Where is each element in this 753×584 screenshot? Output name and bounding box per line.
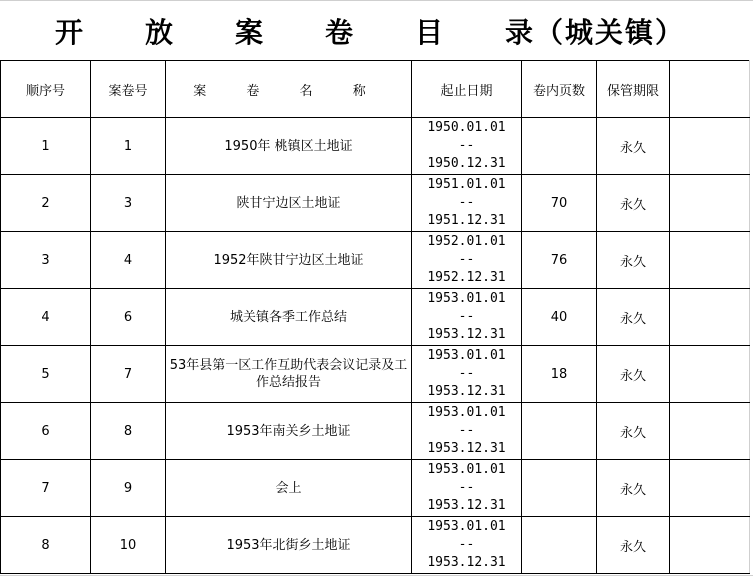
header-dates: 起止日期 (412, 61, 522, 118)
table-header-row (1, 61, 750, 118)
table-row (1, 403, 750, 460)
date-end: 1950.12.31 (427, 156, 506, 171)
empty-cell (670, 517, 750, 574)
empty-cell (670, 61, 750, 118)
cell-file-no: 6 (91, 289, 166, 346)
date-start: 1952.01.01 (427, 234, 506, 249)
date-end: 1951.12.31 (427, 213, 506, 228)
date-sep: -- (458, 138, 475, 153)
cell-seq: 2 (1, 175, 91, 232)
empty-cell (670, 118, 750, 175)
cell-file-no: 1 (91, 118, 166, 175)
cell-dates (412, 232, 522, 289)
cell-retention: 永久 (597, 517, 670, 574)
cell-seq: 5 (1, 346, 91, 403)
cell-seq: 1 (1, 118, 91, 175)
date-sep: -- (458, 480, 475, 495)
date-start: 1951.01.01 (427, 177, 506, 192)
header-name: 案 卷 名 称 (166, 61, 412, 118)
header-pages: 卷内页数 (522, 61, 597, 118)
table-row (1, 232, 750, 289)
date-sep: -- (458, 366, 475, 381)
cell-dates (412, 460, 522, 517)
empty-cell (670, 346, 750, 403)
date-end: 1953.12.31 (427, 441, 506, 456)
cell-name: 1950年 桃镇区土地证 (166, 118, 412, 175)
cell-name: 城关镇各季工作总结 (166, 289, 412, 346)
cell-dates (412, 403, 522, 460)
cell-name: 1952年陕甘宁边区土地证 (166, 232, 412, 289)
date-start: 1953.01.01 (427, 462, 506, 477)
header-file-no: 案卷号 (91, 61, 166, 118)
date-end: 1952.12.31 (427, 270, 506, 285)
date-sep: -- (458, 309, 475, 324)
table-row (1, 289, 750, 346)
header-seq: 顺序号 (1, 61, 91, 118)
cell-name: 1953年南关乡土地证 (166, 403, 412, 460)
cell-retention: 永久 (597, 175, 670, 232)
cell-seq: 6 (1, 403, 91, 460)
cell-retention: 永久 (597, 118, 670, 175)
cell-retention: 永久 (597, 346, 670, 403)
cell-dates (412, 517, 522, 574)
cell-file-no: 3 (91, 175, 166, 232)
date-start: 1953.01.01 (427, 519, 506, 534)
date-end: 1953.12.31 (427, 555, 506, 570)
date-end: 1953.12.31 (427, 498, 506, 513)
cell-seq: 8 (1, 517, 91, 574)
date-sep: -- (458, 252, 475, 267)
table-row (1, 517, 750, 574)
cell-dates (412, 175, 522, 232)
cell-retention: 永久 (597, 232, 670, 289)
date-start: 1950.01.01 (427, 120, 506, 135)
cell-file-no: 7 (91, 346, 166, 403)
cell-name: 会上 (166, 460, 412, 517)
cell-pages: 40 (522, 289, 597, 346)
date-sep: -- (458, 195, 475, 210)
cell-retention: 永久 (597, 289, 670, 346)
cell-pages (522, 517, 597, 574)
table-row (1, 460, 750, 517)
empty-cell (670, 460, 750, 517)
table-row (1, 346, 750, 403)
page-title: 开 放 案 卷 目 录（城关镇） (54, 16, 685, 49)
cell-pages: 18 (522, 346, 597, 403)
cell-name: 53年县第一区工作互助代表会议记录及工作总结报告 (166, 346, 412, 403)
date-start: 1953.01.01 (427, 348, 506, 363)
cell-file-no: 10 (91, 517, 166, 574)
header-retention: 保管期限 (597, 61, 670, 118)
cell-pages: 70 (522, 175, 597, 232)
cell-pages: 76 (522, 232, 597, 289)
cell-dates (412, 289, 522, 346)
cell-pages (522, 118, 597, 175)
cell-seq: 4 (1, 289, 91, 346)
empty-cell (670, 289, 750, 346)
date-end: 1953.12.31 (427, 327, 506, 342)
cell-name: 陕甘宁边区土地证 (166, 175, 412, 232)
table-row (1, 175, 750, 232)
date-start: 1953.01.01 (427, 405, 506, 420)
empty-cell (670, 403, 750, 460)
cell-retention: 永久 (597, 403, 670, 460)
cell-dates (412, 118, 522, 175)
archive-table (0, 60, 750, 574)
cell-pages (522, 460, 597, 517)
empty-cell (670, 175, 750, 232)
date-end: 1953.12.31 (427, 384, 506, 399)
table-row (1, 118, 750, 175)
cell-seq: 7 (1, 460, 91, 517)
date-start: 1953.01.01 (427, 291, 506, 306)
cell-file-no: 4 (91, 232, 166, 289)
cell-seq: 3 (1, 232, 91, 289)
cell-dates (412, 346, 522, 403)
cell-retention: 永久 (597, 460, 670, 517)
cell-file-no: 9 (91, 460, 166, 517)
empty-cell (670, 232, 750, 289)
date-sep: -- (458, 537, 475, 552)
date-sep: -- (458, 423, 475, 438)
cell-name: 1953年北街乡土地证 (166, 517, 412, 574)
title-row (0, 0, 753, 61)
cell-file-no: 8 (91, 403, 166, 460)
cell-pages (522, 403, 597, 460)
